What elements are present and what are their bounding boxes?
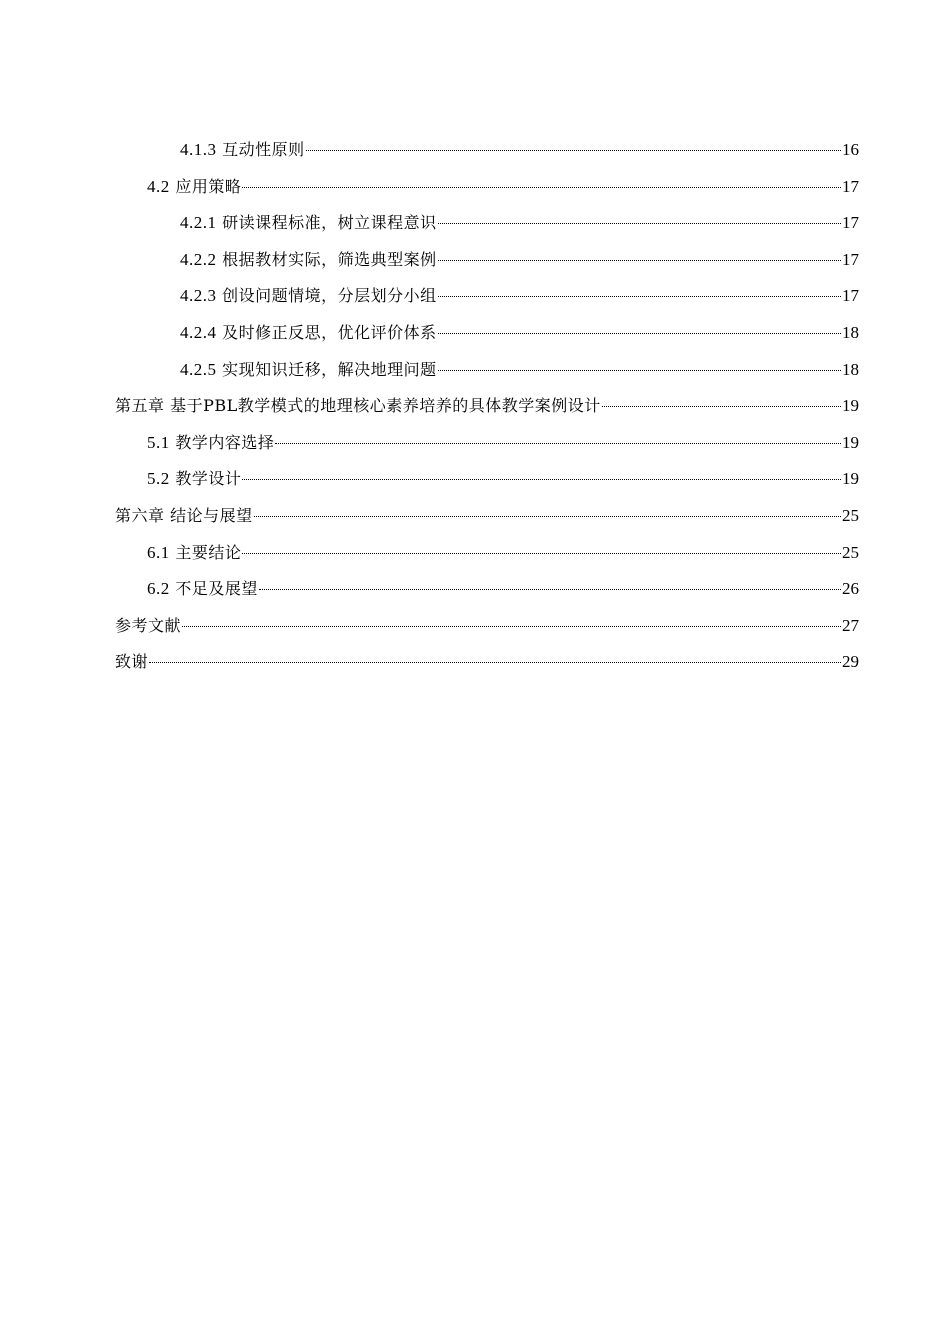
toc-entry-number: 4.2.1 [180,213,217,233]
toc-entry-label: 第六章 结论与展望 [115,505,253,525]
toc-page-number: 17 [842,176,859,196]
toc-entry-title [180,315,437,352]
toc-page-number: 19 [842,396,859,416]
toc-page-number: 25 [842,542,859,562]
toc-page-number: 19 [842,469,859,489]
dot-leader [254,516,841,517]
toc-entry-title [180,242,437,279]
table-of-contents [115,132,859,681]
toc-entry-title [147,535,241,572]
toc-entry-5-1[interactable] [115,425,859,462]
toc-entry-label: 创设问题情境，分层划分小组 [222,286,437,306]
toc-entry-label: 应用策略 [175,176,242,196]
toc-entry-label: 实现知识迁移，解决地理问题 [222,359,437,379]
toc-entry-title [147,169,241,206]
toc-entry-4-2-1[interactable] [115,205,859,242]
toc-entry-number: 4.2 [147,176,170,196]
toc-entry-number: 6.1 [147,542,170,562]
dot-leader [438,260,841,261]
toc-entry-4-2-2[interactable] [115,242,859,279]
dot-leader [275,443,841,444]
toc-entry-label: 互动性原则 [222,140,305,159]
dot-leader [259,589,841,590]
toc-page-number: 29 [842,652,859,672]
toc-entry-references[interactable] [115,608,859,645]
toc-entry-label: 不足及展望 [175,579,258,599]
toc-entry-title [147,461,241,498]
toc-page-number: 26 [842,579,859,599]
toc-entry-label: 主要结论 [175,542,242,562]
toc-entry-label: 第五章 基于PBL教学模式的地理核心素养培养的具体教学案例设计 [115,396,601,416]
toc-entry-label: 参考文献 [115,615,182,635]
toc-page-number: 19 [842,432,859,452]
dot-leader [182,626,841,627]
toc-entry-number: 4.2.5 [180,359,217,379]
toc-page-number: 18 [842,359,859,379]
toc-entry-label: 研读课程标准，树立课程意识 [222,213,437,233]
toc-entry-title [180,278,437,315]
toc-entry-number: 5.1 [147,432,170,452]
toc-entry-label: 致谢 [115,652,149,672]
toc-page-number: 18 [842,322,859,342]
toc-entry-6-1[interactable] [115,535,859,572]
toc-entry-4-2[interactable] [115,169,859,206]
toc-entry-label: 教学设计 [175,469,242,489]
toc-entry-4-1-3[interactable] [115,132,859,169]
toc-entry-title [180,205,437,242]
toc-entry-label: 及时修正反思，优化评价体系 [222,322,437,342]
dot-leader [438,223,841,224]
toc-page-number: 17 [842,286,859,306]
dot-leader [438,333,841,334]
toc-entry-number: 5.2 [147,469,170,489]
toc-page-number: 27 [842,615,859,635]
toc-entry-number: 4.2.2 [180,249,217,269]
toc-entry-title [180,132,305,169]
toc-entry-acknowledgements[interactable] [115,644,859,681]
dot-leader [242,553,841,554]
toc-entry-title [147,571,258,608]
toc-entry-4-2-4[interactable] [115,315,859,352]
toc-entry-label: 根据教材实际，筛选典型案例 [222,249,437,269]
toc-entry-number: 4.2.3 [180,286,217,306]
toc-entry-number: 6.2 [147,579,170,599]
toc-entry-4-2-5[interactable] [115,352,859,389]
toc-page-number: 17 [842,249,859,269]
dot-leader [438,296,841,297]
toc-entry-title [180,352,437,389]
toc-entry-5-2[interactable] [115,461,859,498]
toc-page-number: 16 [842,140,859,159]
toc-page-number: 17 [842,213,859,233]
dot-leader [149,662,841,663]
dot-leader [306,150,841,151]
dot-leader [242,479,841,480]
toc-entry-4-2-3[interactable] [115,278,859,315]
toc-entry-title [147,425,274,462]
toc-entry-number: 4.1.3 [180,140,217,159]
toc-entry-chapter-6[interactable] [115,498,859,535]
toc-entry-label: 教学内容选择 [175,432,275,452]
toc-page-number: 25 [842,505,859,525]
dot-leader [602,406,841,407]
dot-leader [242,187,841,188]
toc-entry-number: 4.2.4 [180,322,217,342]
toc-entry-6-2[interactable] [115,571,859,608]
toc-entry-chapter-5[interactable] [115,388,859,425]
dot-leader [438,370,841,371]
